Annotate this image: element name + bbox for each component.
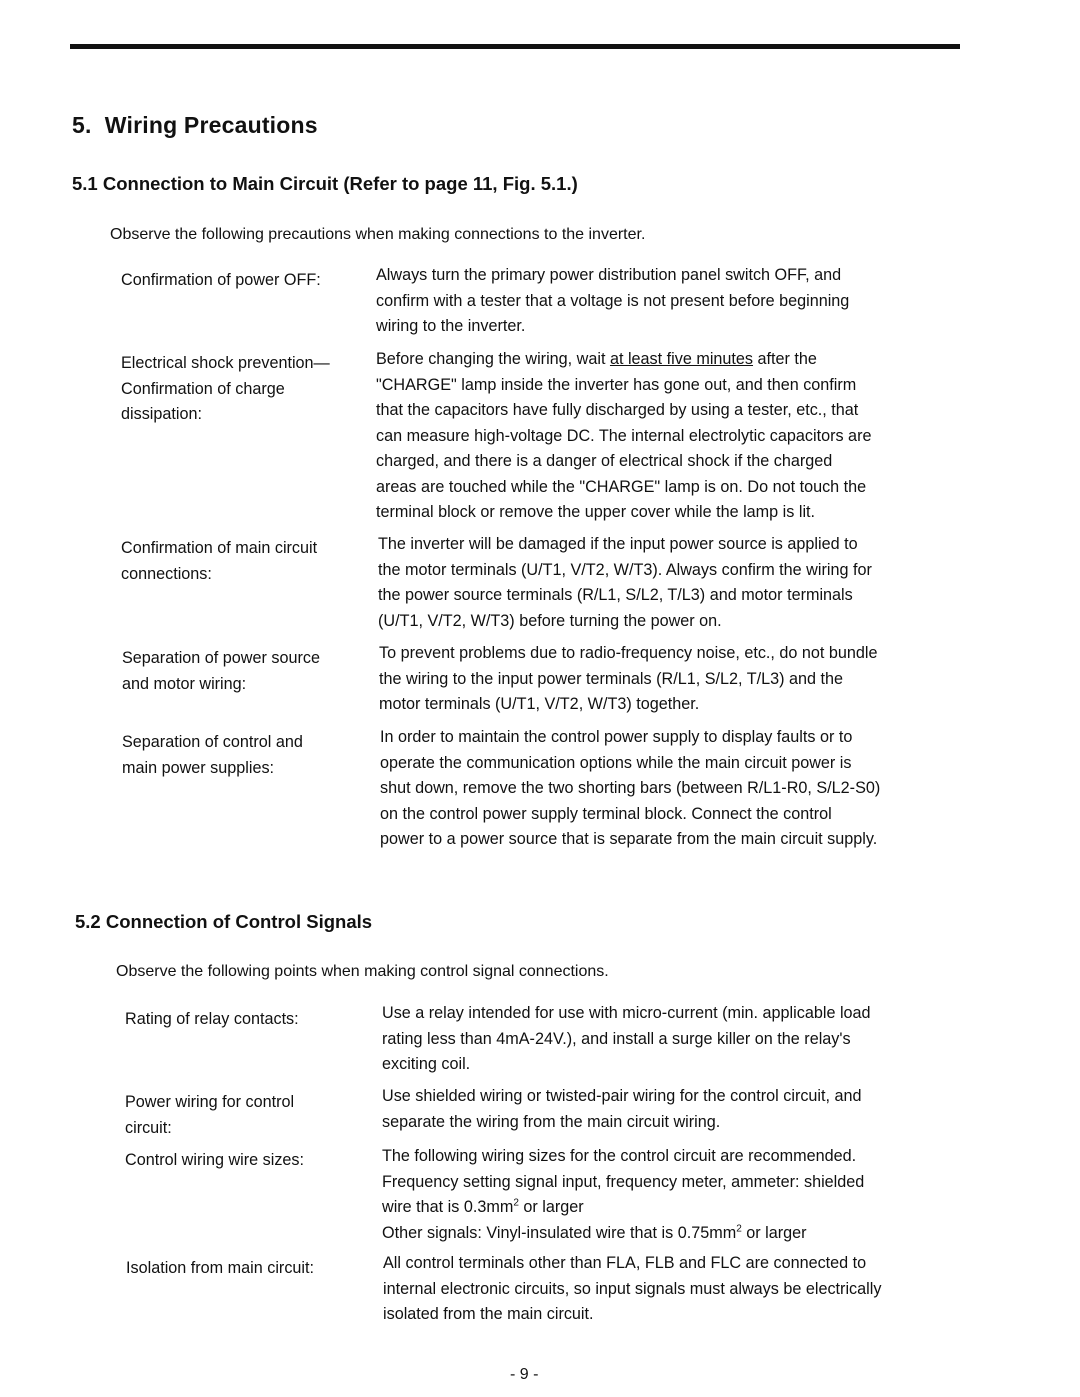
item-description (379, 641, 964, 718)
item-label: Separation of control and main power supplies: (122, 733, 303, 777)
desc-line (382, 1195, 967, 1221)
section-title (72, 112, 318, 139)
desc-line: All control terminals other than FLA, FLB and FLC are connected to (383, 1254, 867, 1272)
desc-line: terminal block or remove the upper cover while the lamp is lit. (376, 503, 816, 521)
underlined-text: at least five minutes (609, 350, 754, 368)
desc-line: charged, and there is a danger of electrical shock if the charged (376, 452, 833, 470)
superscript: 2 (736, 1223, 742, 1235)
desc-line: the power source terminals (R/L1, S/L2, T/L3) and motor terminals (378, 586, 853, 604)
desc-line: separate the wiring from the main circuit wiring. (382, 1112, 721, 1131)
desc-line: confirm with a tester that a voltage is not present before beginning (376, 291, 850, 310)
desc-line: exciting coil. (382, 1055, 471, 1073)
desc-line: that the capacitors have fully discharged by using a tester, etc., that (376, 401, 859, 419)
desc-line: The inverter will be damaged if the input power source is applied to (378, 535, 858, 553)
item-description (382, 1084, 967, 1135)
superscript: 2 (513, 1197, 519, 1209)
item-description (382, 1001, 967, 1078)
desc-line: internal electronic circuits, so input signals must always be electrically (383, 1279, 882, 1298)
desc-line: (U/T1, V/T2, W/T3) before turning the power on. (378, 611, 722, 630)
desc-line: areas are touched while the "CHARGE" lamp is on. Do not touch the (376, 477, 867, 496)
desc-line: shut down, remove the two shorting bars (between R/L1-R0, S/L2-S0) (380, 779, 881, 797)
item-description (378, 532, 963, 634)
desc-line: isolated from the main circuit. (383, 1305, 594, 1323)
item-description (383, 1251, 968, 1328)
item-label: Confirmation of main circuit connections: (121, 539, 318, 583)
item-label: Power wiring for control circuit: (125, 1093, 295, 1137)
desc-line: Use a relay intended for use with micro-current (min. applicable load (382, 1004, 871, 1022)
desc-line (376, 347, 961, 373)
desc-line: To prevent problems due to radio-frequency noise, etc., do not bundle (379, 644, 878, 662)
desc-line: Frequency setting signal input, frequency meter, ammeter: shielded (382, 1172, 865, 1191)
desc-line: Always turn the primary power distribution panel switch OFF, and (376, 266, 842, 284)
desc-line: the motor terminals (U/T1, V/T2, W/T3). Always confirm the wiring for (378, 560, 872, 579)
item-label: Control wiring wire sizes: (125, 1151, 305, 1169)
item-description (382, 1144, 967, 1246)
desc-text: after the (753, 350, 817, 368)
page-number: - 9 - (510, 1366, 539, 1383)
desc-line: operate the communication options while the main circuit power is (380, 753, 852, 772)
item-label: Separation of power source and motor wiring: (122, 649, 320, 693)
desc-line: Use shielded wiring or twisted-pair wiring for the control circuit, and (382, 1087, 862, 1105)
subsection-heading-5-1: 5.1 Connection to Main Circuit (Refer to page 11, Fig. 5.1.) (72, 173, 578, 194)
desc-line: can measure high-voltage DC. The internal electrolytic capacitors are (376, 426, 872, 445)
desc-line: on the control power supply terminal block. Connect the control (380, 804, 832, 823)
desc-line: "CHARGE" lamp inside the inverter has gone out, and then confirm (376, 375, 857, 394)
desc-line: The following wiring sizes for the control circuit are recommended. (382, 1147, 857, 1165)
subsection-heading-5-2: 5.2 Connection of Control Signals (75, 911, 373, 932)
desc-line: wiring to the inverter. (376, 317, 526, 335)
item-description (376, 347, 961, 526)
top-rule (70, 44, 960, 49)
item-label: Confirmation of power OFF: (121, 271, 321, 289)
section-number: 5. (72, 112, 92, 138)
subsection-intro-5-1: Observe the following precautions when making connections to the inverter. (110, 226, 646, 243)
desc-text: or larger (741, 1223, 807, 1242)
desc-text: or larger (518, 1198, 584, 1216)
item-description (380, 725, 965, 853)
desc-text: wire that is 0.3mm (382, 1198, 514, 1216)
section-title-text: Wiring Precautions (104, 112, 318, 138)
desc-line: In order to maintain the control power supply to display faults or to (380, 728, 853, 746)
desc-line: the wiring to the input power terminals (R/L1, S/L2, T/L3) and the (379, 669, 843, 688)
desc-line: motor terminals (U/T1, V/T2, W/T3) together. (379, 695, 700, 713)
desc-text: Other signals: Vinyl-insulated wire that is 0.75mm (382, 1223, 737, 1242)
subsection-intro-5-2: Observe the following points when making control signal connections. (116, 963, 609, 980)
desc-text: Before changing the wiring, wait (376, 350, 610, 368)
item-label: Electrical shock prevention— Confirmation of charge dissipation: (121, 354, 330, 423)
desc-line: power to a power source that is separate from the main circuit supply. (380, 830, 878, 848)
item-label: Isolation from main circuit: (126, 1259, 315, 1277)
item-label: Rating of relay contacts: (125, 1010, 299, 1028)
desc-line (382, 1221, 967, 1247)
item-description (376, 263, 961, 340)
desc-line: rating less than 4mA-24V.), and install a surge killer on the relay's (382, 1029, 851, 1048)
